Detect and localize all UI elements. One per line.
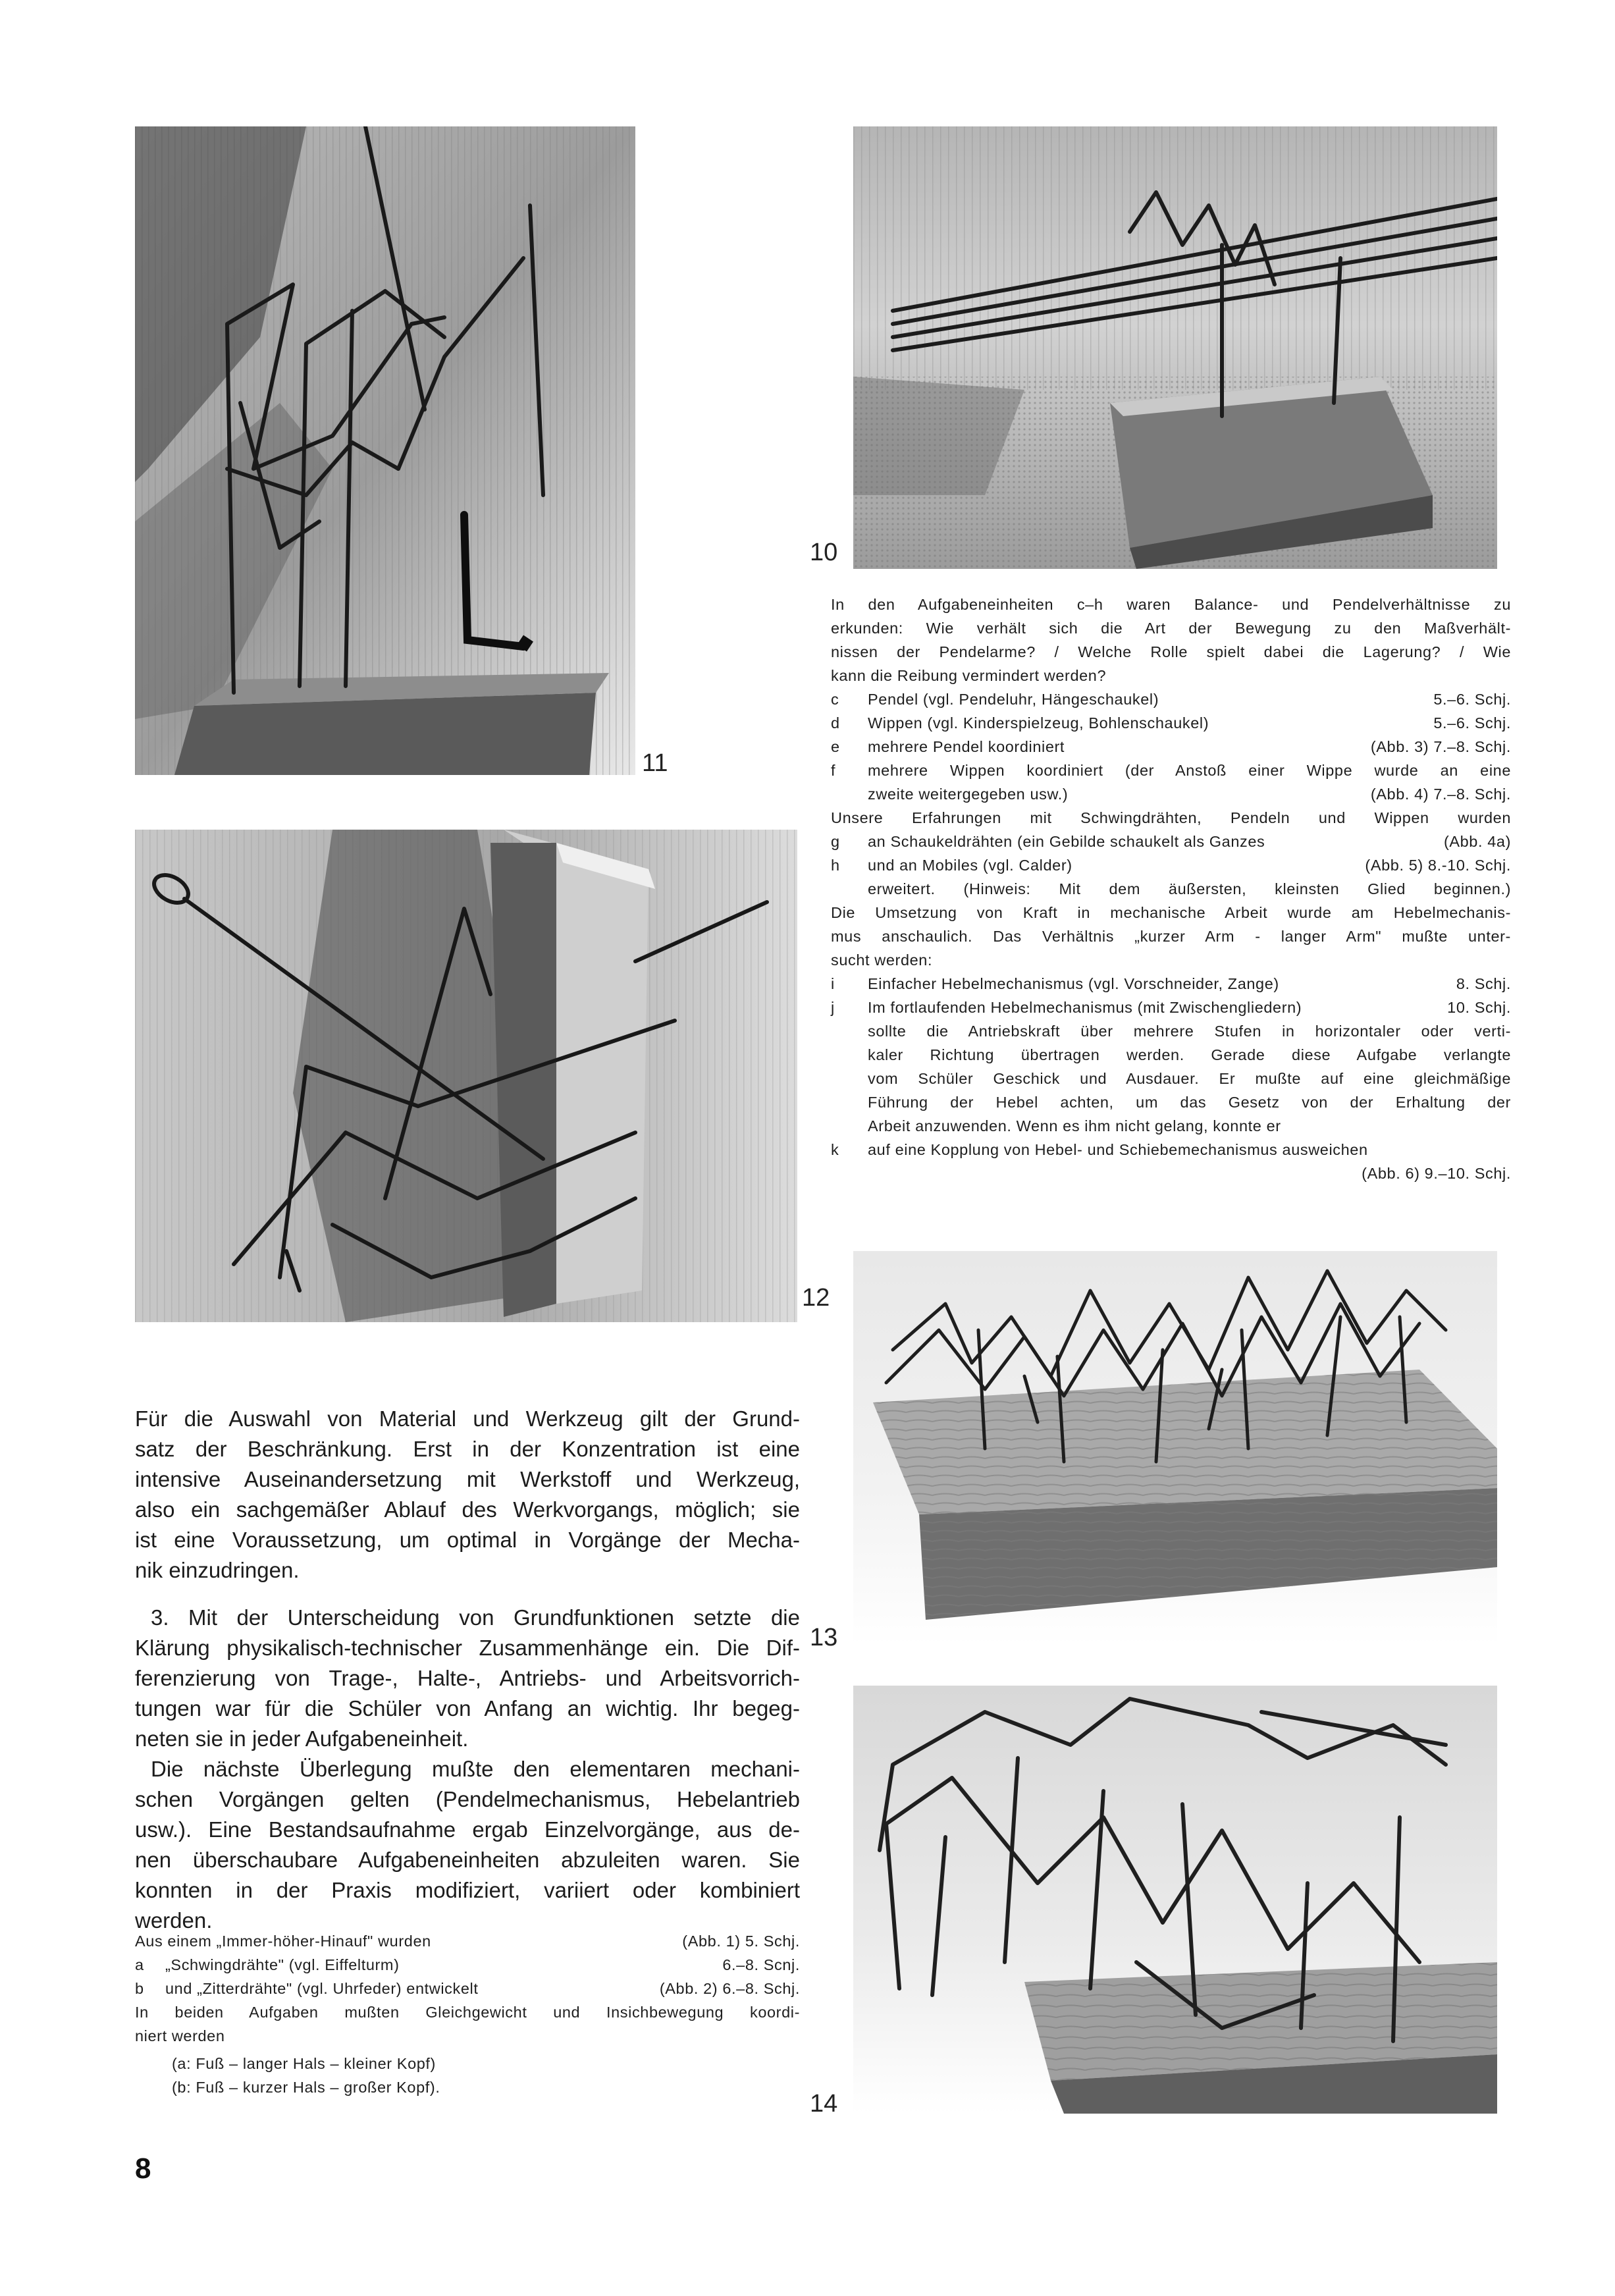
text-line: sucht werden: [831, 951, 933, 969]
wire-sculpture-swing-image [853, 126, 1497, 569]
list-ref: 10. Schj. [1447, 999, 1511, 1016]
text-line: sollte die Antriebskraft über mehrere Stufen in horizontaler oder verti- [868, 1023, 1511, 1040]
text-line: niert werden [135, 2027, 225, 2044]
list-ref: 5.–6. Schj. [1433, 714, 1511, 732]
text-line: ist eine Voraussetzung, um optimal in Vorgänge der Mecha- [135, 1528, 800, 1552]
text-line: nik einzudringen. [135, 1558, 300, 1582]
list-letter: b [135, 1980, 144, 1997]
photo-figure-10 [853, 126, 1497, 569]
list-ref: (Abb. 6) 9.–10. Schj. [1362, 1165, 1511, 1182]
wire-sculpture-lever-chain-image [853, 1686, 1497, 2114]
list-letter: f [831, 762, 836, 779]
list-letter: a [135, 1956, 144, 1973]
list-letter: g [831, 833, 840, 850]
text-line: Die nächste Überlegung mußte den elementaren mechani- [151, 1757, 800, 1781]
wire-sculpture-pendulum-image [135, 126, 635, 775]
list-item-h [831, 853, 1511, 877]
text-line: Die Umsetzung von Kraft in mechanische Arbeit wurde am Hebelmechanis- [831, 904, 1511, 921]
list-letter: e [831, 738, 840, 755]
list-item-b [135, 1977, 800, 2000]
list-item-j-cont [831, 1019, 1511, 1138]
list-item-j [831, 996, 1511, 1019]
list-item-h-cont [831, 877, 1511, 901]
list-item-c [831, 687, 1511, 711]
text-line: Führung der Hebel achten, um das Gesetz von der Erhaltung der [868, 1094, 1511, 1111]
text-line: erkunden: Wie verhält sich die Art der Bewegung zu den Maßverhält- [831, 620, 1511, 637]
list-item-k-ref [831, 1161, 1511, 1185]
text-line: werden. [135, 1908, 213, 1933]
list-letter: k [831, 1141, 839, 1158]
figure-number-14: 14 [810, 2090, 838, 2118]
text-line: Klärung physikalisch-technischer Zusammenhänge ein. Die Dif- [135, 1636, 800, 1660]
list-ref: 6.–8. Scnj. [722, 1956, 800, 1973]
list-ref: 8. Schj. [1456, 975, 1511, 992]
list-text: auf eine Kopplung von Hebel- und Schiebemechanismus ausweichen [868, 1141, 1368, 1158]
text-line: Unsere Erfahrungen mit Schwingdrähten, Pendeln und Wippen wurden [831, 809, 1511, 826]
text-line: Arbeit anzuwenden. Wenn es ihm nicht gelang, konnte er [868, 1117, 1281, 1135]
list-text: „Schwingdrähte" (vgl. Eiffelturm) [165, 1956, 400, 1973]
text-line: (b: Fuß – kurzer Hals – großer Kopf). [172, 2079, 440, 2096]
text-line: vom Schüler Geschick und Ausdauer. Er mußte auf eine gleichmäßige [868, 1070, 1511, 1087]
list-letter: i [831, 975, 835, 992]
list-item-i [831, 972, 1511, 996]
text-line: kann die Reibung vermindert werden? [831, 667, 1107, 684]
photo-figure-11 [135, 126, 635, 775]
list-text: mehrere Wippen koordiniert (der Anstoß einer Wippe wurde an eine [868, 762, 1511, 779]
list-ref: (Abb. 5) 8.-10. Schj. [1365, 857, 1511, 874]
text-line: In beiden Aufgaben mußten Gleichgewicht und Insichbewegung koordi- [135, 2004, 800, 2021]
text-line: neten sie in jeder Aufgabeneinheit. [135, 1726, 469, 1751]
list-item-a [135, 1953, 800, 1977]
photo-figure-13 [853, 1251, 1497, 1646]
text-line: Für die Auswahl von Material und Werkzeug gilt der Grund- [135, 1406, 800, 1431]
text-line: usw.). Eine Bestandsaufnahme ergab Einzelvorgänge, aus de- [135, 1817, 800, 1842]
right-column-text [831, 593, 1511, 1185]
figure-number-12: 12 [802, 1284, 830, 1312]
list-text: erweitert. (Hinweis: Mit dem äußersten, kleinsten Glied beginnen.) [868, 880, 1511, 897]
list-letter: h [831, 857, 840, 874]
text-line: intensive Auseinandersetzung mit Werkstoff und Werkzeug, [135, 1467, 800, 1491]
text-line: satz der Beschränkung. Erst in der Konzentration ist eine [135, 1437, 800, 1461]
list-ref: (Abb. 1) 5. Schj. [682, 1933, 800, 1950]
text-line: 3. Mit der Unterscheidung von Grundfunktionen setzte die [151, 1605, 800, 1630]
text-line: nissen der Pendelarme? / Welche Rolle spielt dabei die Lagerung? / Wie [831, 643, 1511, 660]
list-item-k [831, 1138, 1511, 1161]
list-letter: d [831, 714, 840, 732]
list-text: Wippen (vgl. Kinderspielzeug, Bohlenschaukel) [868, 714, 1209, 732]
photo-figure-14 [853, 1686, 1497, 2114]
figure-number-10: 10 [810, 539, 838, 566]
list-text: Aus einem „Immer-höher-Hinauf" wurden [135, 1933, 431, 1950]
text-line: In den Aufgabeneinheiten c–h waren Balance- und Pendelverhältnisse zu [831, 596, 1511, 613]
list-letter: j [831, 999, 835, 1016]
left-column-text [135, 1404, 800, 1936]
list-text: Pendel (vgl. Pendeluhr, Hängeschaukel) [868, 691, 1159, 708]
wire-sculpture-lever-image [135, 830, 797, 1322]
text-line: (a: Fuß – langer Hals – kleiner Kopf) [172, 2055, 436, 2072]
photo-figure-12 [135, 830, 797, 1322]
list-text: mehrere Pendel koordiniert [868, 738, 1065, 755]
list-letter: c [831, 691, 839, 708]
text-line: kaler Richtung übertragen werden. Gerade diese Aufgabe verlangte [868, 1046, 1511, 1063]
page-number: 8 [135, 2152, 151, 2185]
list-text: zweite weitergegeben usw.) [868, 786, 1069, 803]
wire-sculpture-multiple-pendulum-image [853, 1251, 1497, 1646]
list-text: Einfacher Hebelmechanismus (vgl. Vorschneider, Zange) [868, 975, 1279, 992]
left-column-list [135, 1929, 800, 2099]
figure-number-13: 13 [810, 1624, 838, 1651]
list-text: Im fortlaufenden Hebelmechanismus (mit Zwischengliedern) [868, 999, 1302, 1016]
list-text: und „Zitterdrähte" (vgl. Uhrfeder) entwickelt [165, 1980, 479, 1997]
list-text: an Schaukeldrähten (ein Gebilde schaukelt als Ganzes [868, 833, 1265, 850]
list-ref: 5.–6. Schj. [1433, 691, 1511, 708]
list-ref: (Abb. 4) 7.–8. Schj. [1370, 786, 1511, 803]
figure-number-11: 11 [642, 749, 668, 777]
list-item-d [831, 711, 1511, 735]
text-line: ferenzierung von Trage-, Halte-, Antriebs- und Arbeitsvorrich- [135, 1666, 800, 1690]
text-line: schen Vorgängen gelten (Pendelmechanismus, Hebelantrieb [135, 1787, 800, 1811]
list-ref: (Abb. 3) 7.–8. Schj. [1370, 738, 1511, 755]
text-line: tungen war für die Schüler von Anfang an wichtig. Ihr begeg- [135, 1696, 800, 1721]
text-line: also ein sachgemäßer Ablauf des Werkvorgangs, möglich; sie [135, 1497, 800, 1522]
text-line: nen überschaubare Aufgabeneinheiten abzuleiten waren. Sie [135, 1848, 800, 1872]
list-text: und an Mobiles (vgl. Calder) [868, 857, 1072, 874]
list-item-f [831, 759, 1511, 782]
list-item-f-cont [831, 782, 1511, 806]
text-line: mus anschaulich. Das Verhältnis „kurzer Arm - langer Arm" mußte unter- [831, 928, 1511, 945]
list-ref: (Abb. 4a) [1443, 833, 1511, 850]
list-ref: (Abb. 2) 6.–8. Schj. [659, 1980, 800, 1997]
list-item-g [831, 830, 1511, 853]
text-line: konnten in der Praxis modifiziert, variiert oder kombiniert [135, 1878, 800, 1902]
list-item-e [831, 735, 1511, 759]
list-item-intro [135, 1929, 800, 1953]
